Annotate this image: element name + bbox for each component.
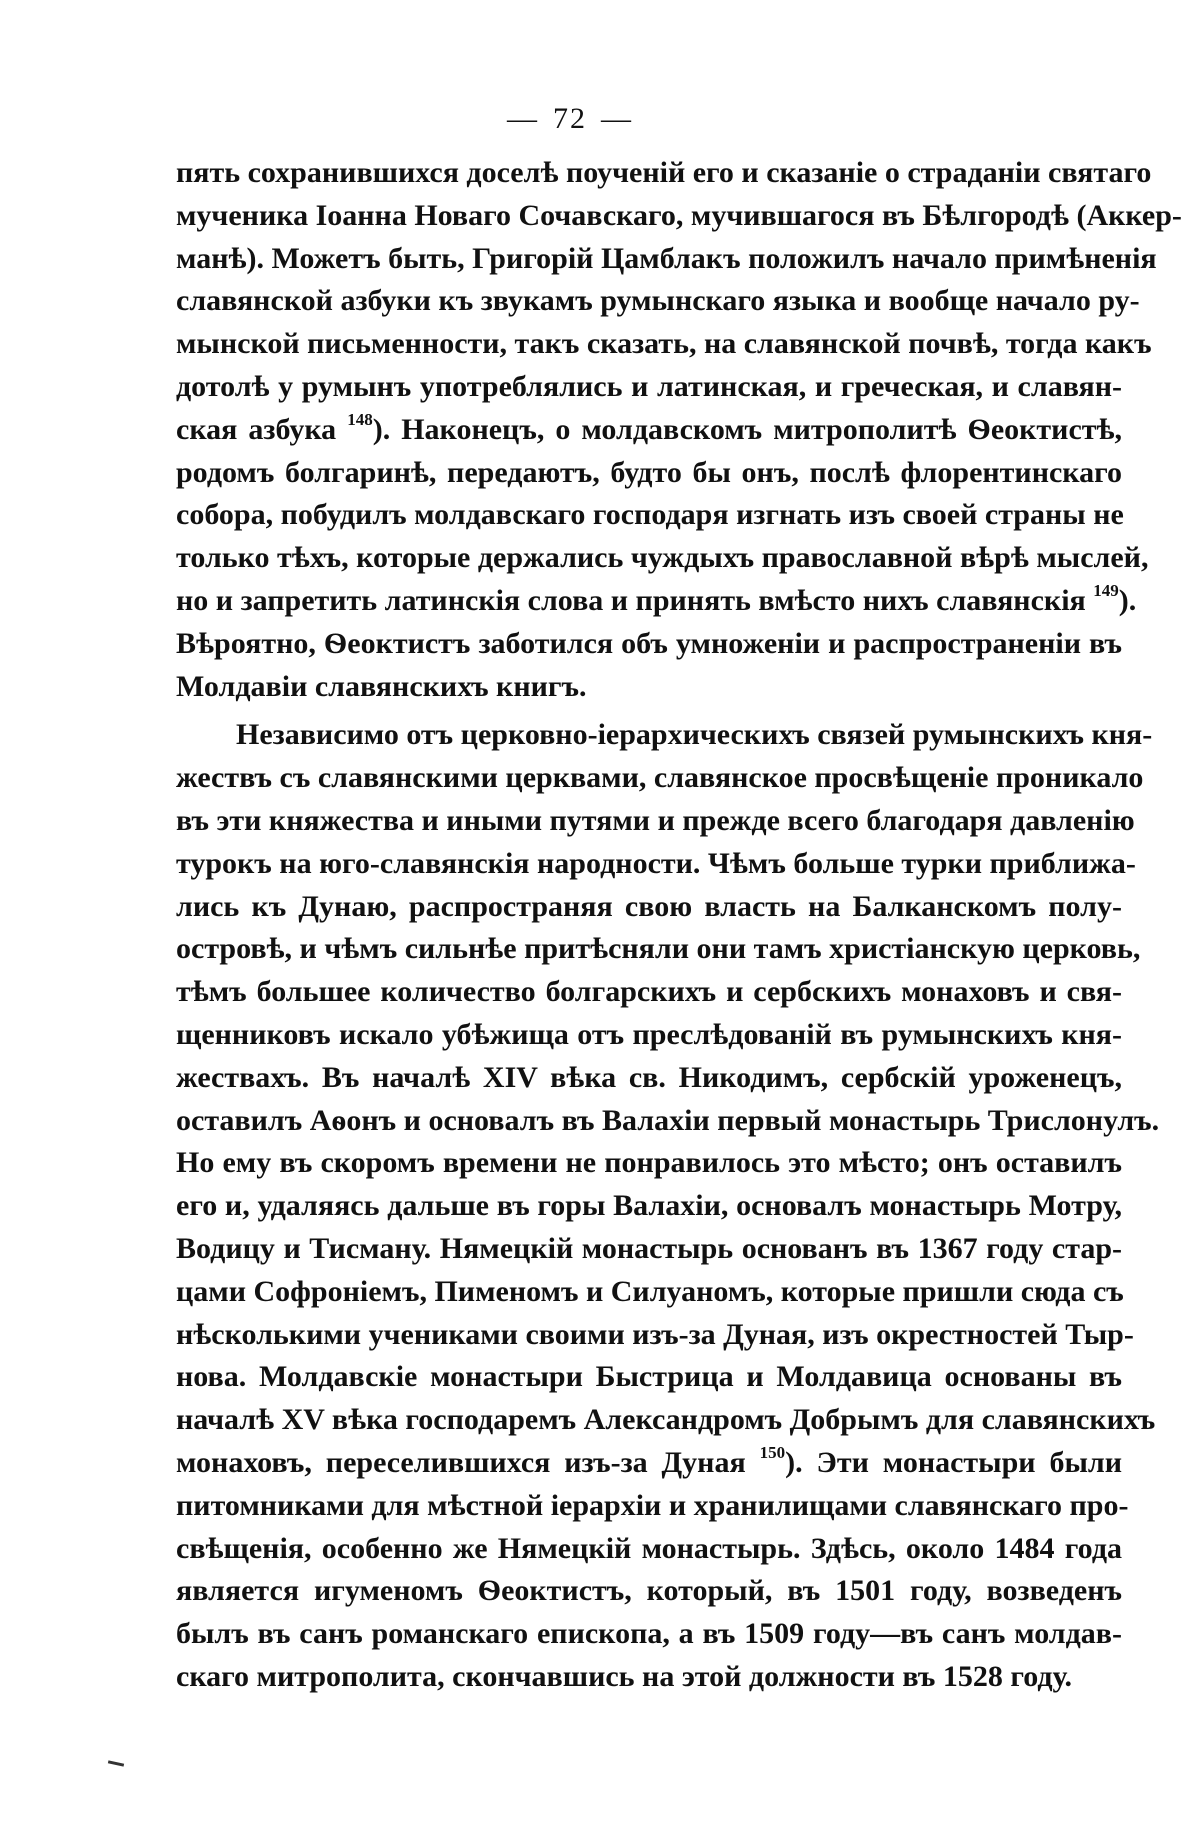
text-line: тѣмъ большее количество болгарскихъ и сербскихъ монаховъ и свя- xyxy=(176,975,1122,1009)
text-line: Независимо отъ церковно-іерархическихъ связей румынскихъ кня- xyxy=(236,718,1153,752)
paragraph xyxy=(176,152,1182,708)
text-line: мученика Іоанна Новаго Сочавскаго, мучившагося въ Бѣлгородѣ (Аккер- xyxy=(176,198,1182,232)
text-line: манѣ). Можетъ быть, Григорій Цамблакъ положилъ начало примѣненія xyxy=(176,241,1157,275)
text-line: началѣ XV вѣка господаремъ Александромъ Добрымъ для славянскихъ xyxy=(176,1403,1156,1437)
text-line: Молдавіи славянскихъ книгъ. xyxy=(176,669,587,703)
footnote-ref: 148 xyxy=(347,409,373,429)
footnote-ref: 150 xyxy=(759,1442,786,1462)
text-line: щенниковъ искало убѣжища отъ преслѣдованій въ румынскихъ кня- xyxy=(176,1017,1122,1051)
text-line: Но ему въ скоромъ времени не понравилось это мѣсто; онъ оставилъ xyxy=(176,1146,1122,1180)
page-number-header xyxy=(0,102,1140,136)
footnote-ref: 149 xyxy=(1093,580,1119,600)
text-line: его и, удаляясь дальше въ горы Валахіи, основалъ монастырь Мотру, xyxy=(176,1189,1122,1223)
text-line: пять сохранившихся доселѣ поученій его и сказаніе о страданіи святаго xyxy=(176,156,1152,189)
page-number-dash-right: — xyxy=(601,102,633,135)
text-line: питомниками для мѣстной іерархіи и хранилищами славянскаго про- xyxy=(176,1488,1129,1522)
page-number-dash-left: — xyxy=(507,102,539,135)
text-line: дотолѣ у румынъ употреблялись и латинская, и греческая, и славян- xyxy=(176,369,1122,403)
text-line: въ эти княжества и иными путями и прежде всего благодаря давленію xyxy=(176,803,1135,837)
text-line: Водицу и Тисману. Нямецкій монастырь основанъ въ 1367 году стар- xyxy=(176,1231,1122,1265)
paragraph xyxy=(176,714,1160,1698)
text-line: лись къ Дунаю, распространяя свою власть на Балканскомъ полу- xyxy=(176,889,1122,923)
text-line: былъ въ санъ романскаго епископа, а въ 1509 году—въ санъ молдав- xyxy=(176,1617,1122,1651)
text-line: турокъ на юго-славянскія народности. Чѣмъ больше турки приближа- xyxy=(176,846,1136,880)
text-line: только тѣхъ, которые держались чуждыхъ православной вѣрѣ мыслей, xyxy=(176,541,1149,575)
text-line: жествахъ. Въ началѣ XIV вѣка св. Никодимъ, сербскій уроженецъ, xyxy=(176,1060,1122,1094)
text-line: нова. Молдавскіе монастыри Быстрица и Молдавица основаны въ xyxy=(176,1360,1122,1394)
text-line: скаго митрополита, скончавшись на этой должности въ 1528 году. xyxy=(176,1659,1073,1693)
text-line: свѣщенія, особенно же Нямецкій монастырь. Здѣсь, около 1484 года xyxy=(176,1531,1122,1565)
text-line: цами Софроніемъ, Пименомъ и Силуаномъ, которые пришли сюда съ xyxy=(176,1274,1124,1308)
page-number: 72 xyxy=(553,102,587,135)
text-line: ская азбука $^{148}$). Наконецъ, о молдавскомъ митрополитѣ Ѳеоктистѣ, xyxy=(176,409,1123,446)
text-line: монаховъ, переселившихся изъ-за Дуная $^{150}$). Эти монастыри были xyxy=(176,1442,1122,1479)
text-line: собора, побудилъ молдавскаго господаря изгнать изъ своей страны не xyxy=(176,498,1124,532)
text-line: островѣ, и чѣмъ сильнѣе притѣсняли они тамъ христіанскую церковь, xyxy=(176,932,1141,966)
text-line: славянской азбуки къ звукамъ румынскаго языка и вообще начало ру- xyxy=(176,284,1140,318)
stray-print-mark xyxy=(108,1760,124,1766)
body-text xyxy=(176,152,1182,1699)
text-line: нѣсколькими учениками своими изъ-за Дуная, изъ окрестностей Тыр- xyxy=(176,1317,1134,1351)
text-line: мынской письменности, такъ сказать, на славянской почвѣ, тогда какъ xyxy=(176,327,1152,361)
text-line: жествъ съ славянскими церквами, славянское просвѣщеніе проникало xyxy=(176,761,1144,795)
text-line: оставилъ Аѳонъ и основалъ въ Валахіи первый монастырь Трислонулъ. xyxy=(176,1103,1160,1137)
text-line: но и запретить латинскія слова и принять вмѣсто нихъ славянскія $^{149}$). xyxy=(176,580,1137,617)
text-line: родомъ болгаринѣ, передаютъ, будто бы онъ, послѣ флорентинскаго xyxy=(176,455,1122,489)
text-line: является игуменомъ Ѳеоктистъ, который, въ 1501 году, возведенъ xyxy=(176,1574,1122,1608)
text-line: Вѣроятно, Ѳеоктистъ заботился объ умноженіи и распространеніи въ xyxy=(176,626,1122,660)
